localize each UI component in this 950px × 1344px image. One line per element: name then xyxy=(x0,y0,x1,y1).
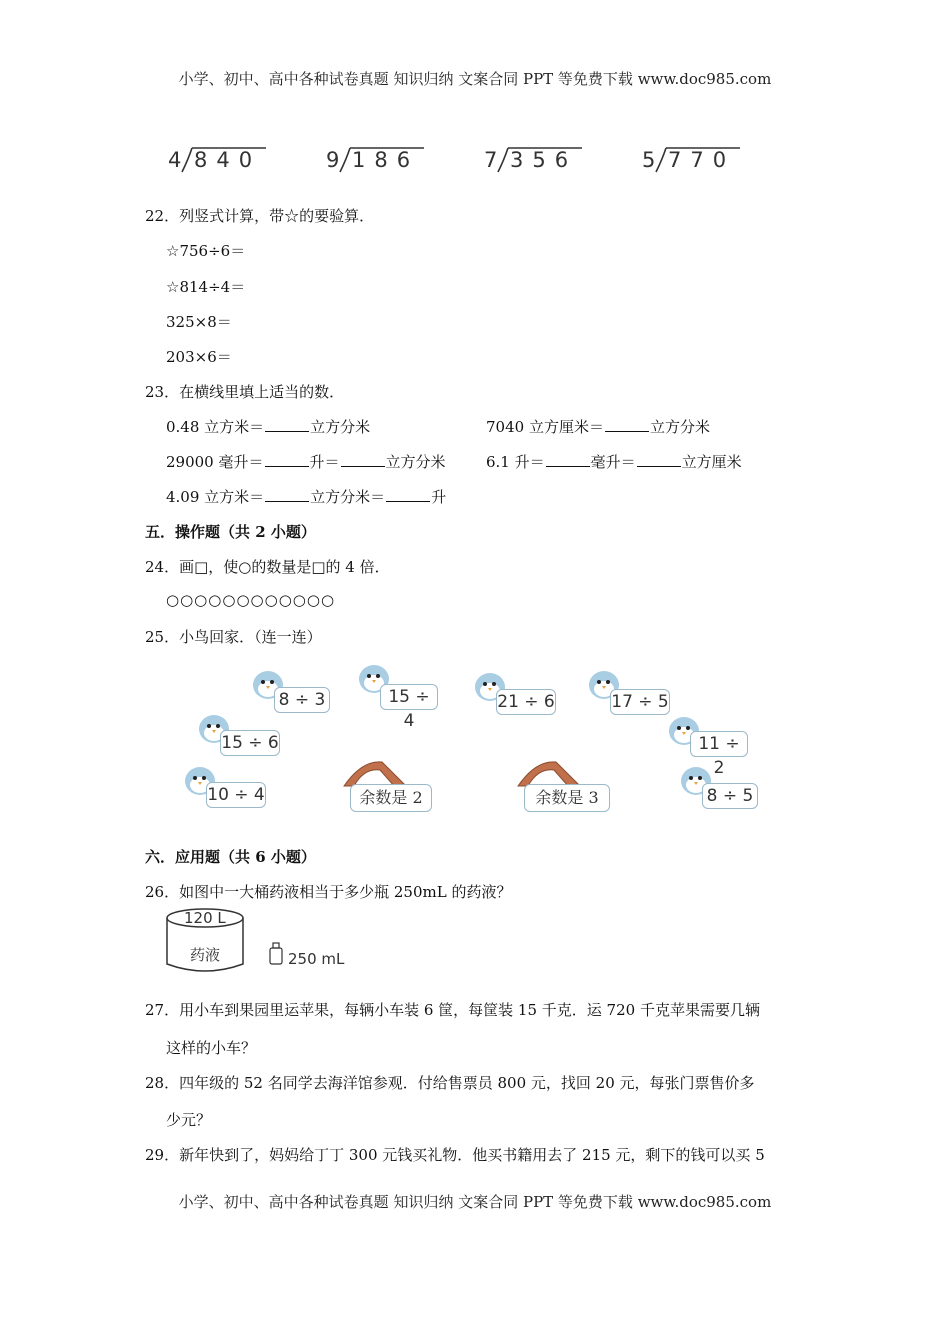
bird-card-7[interactable]: 10 ÷ 4 xyxy=(206,782,266,808)
text: 29000 毫升＝ xyxy=(166,453,264,471)
bird-card-6[interactable]: 11 ÷ 2 xyxy=(690,731,748,757)
dividend: 770 xyxy=(668,148,736,172)
barrel-label: 药液 xyxy=(190,946,221,964)
text: 升＝ xyxy=(309,453,340,471)
text: 立方分米 xyxy=(385,453,446,471)
q22-item: ☆814÷4＝ xyxy=(166,278,246,296)
dividend: 356 xyxy=(510,148,578,172)
house-card-1[interactable]: 余数是 2 xyxy=(350,784,432,812)
section-6-heading: 六．应用题（共 6 小题） xyxy=(145,848,316,866)
dividend: 840 xyxy=(194,148,262,172)
divisor: 7 xyxy=(484,148,498,172)
question-29-line-1: 29．新年快到了，妈妈给丁丁 300 元钱买礼物．他买书籍用去了 215 元，剩下的钱可以买 5 xyxy=(145,1146,765,1164)
question-26-title: 26．如图中一大桶药液相当于多少瓶 250mL 的药液？ xyxy=(145,883,512,901)
question-28-line-1: 28．四年级的 52 名同学去海洋馆参观．付给售票员 800 元，找回 20 元，每张门票售价多 xyxy=(145,1074,755,1092)
text: 立方厘米 xyxy=(681,453,742,471)
q24-circles: ○○○○○○○○○○○○ xyxy=(166,591,336,609)
question-23-title: 23．在横线里填上适当的数． xyxy=(145,383,345,401)
text: 毫升＝ xyxy=(590,453,636,471)
question-27-line-1: 27．用小车到果园里运苹果，每辆小车装 6 筐，每筐装 15 千克．运 720 千克苹果需要几辆 xyxy=(145,1001,760,1019)
q22-item: ☆756÷6＝ xyxy=(166,242,246,260)
house-card-2[interactable]: 余数是 3 xyxy=(524,784,610,812)
text: 0.48 立方米＝ xyxy=(166,418,265,436)
q22-item: 325×8＝ xyxy=(166,313,232,331)
question-27-line-2: 这样的小车？ xyxy=(166,1039,257,1057)
dividend: 186 xyxy=(352,148,420,172)
bottle-label: 250 mL xyxy=(288,950,345,968)
bottle-icon xyxy=(268,942,284,966)
bird-card-3[interactable]: 21 ÷ 6 xyxy=(496,689,556,715)
question-25-title: 25．小鸟回家．（连一连） xyxy=(145,628,322,646)
divisor: 4 xyxy=(168,148,182,172)
text: 升 xyxy=(431,488,447,506)
text: 6.1 升＝ xyxy=(486,453,545,471)
text: 立方分米 xyxy=(649,418,710,436)
q22-item: 203×6＝ xyxy=(166,348,232,366)
bird-card-8[interactable]: 8 ÷ 5 xyxy=(702,783,758,809)
question-28-line-2: 少元？ xyxy=(166,1111,212,1129)
page-header: 小学、初中、高中各种试卷真题 知识归纳 文案合同 PPT 等免费下载 www.doc985.com xyxy=(178,70,772,88)
text: 4.09 立方米＝ xyxy=(166,488,265,506)
bird-card-2[interactable]: 15 ÷ 4 xyxy=(380,684,438,710)
bird-card-1[interactable]: 8 ÷ 3 xyxy=(274,687,330,713)
barrel-volume: 120 L xyxy=(184,909,226,927)
divisor: 9 xyxy=(326,148,340,172)
text: 7040 立方厘米＝ xyxy=(486,418,604,436)
bird-card-4[interactable]: 17 ÷ 5 xyxy=(610,689,670,715)
bird-card-5[interactable]: 15 ÷ 6 xyxy=(220,730,280,756)
question-22-title: 22．列竖式计算，带☆的要验算． xyxy=(145,207,375,225)
text: 立方分米 xyxy=(310,418,371,436)
question-24-title: 24．画□，使○的数量是□的 4 倍． xyxy=(145,558,390,576)
text: 立方分米＝ xyxy=(310,488,386,506)
section-5-heading: 五．操作题（共 2 小题） xyxy=(145,523,316,541)
page-footer: 小学、初中、高中各种试卷真题 知识归纳 文案合同 PPT 等免费下载 www.doc985.com xyxy=(178,1193,772,1211)
divisor: 5 xyxy=(642,148,656,172)
